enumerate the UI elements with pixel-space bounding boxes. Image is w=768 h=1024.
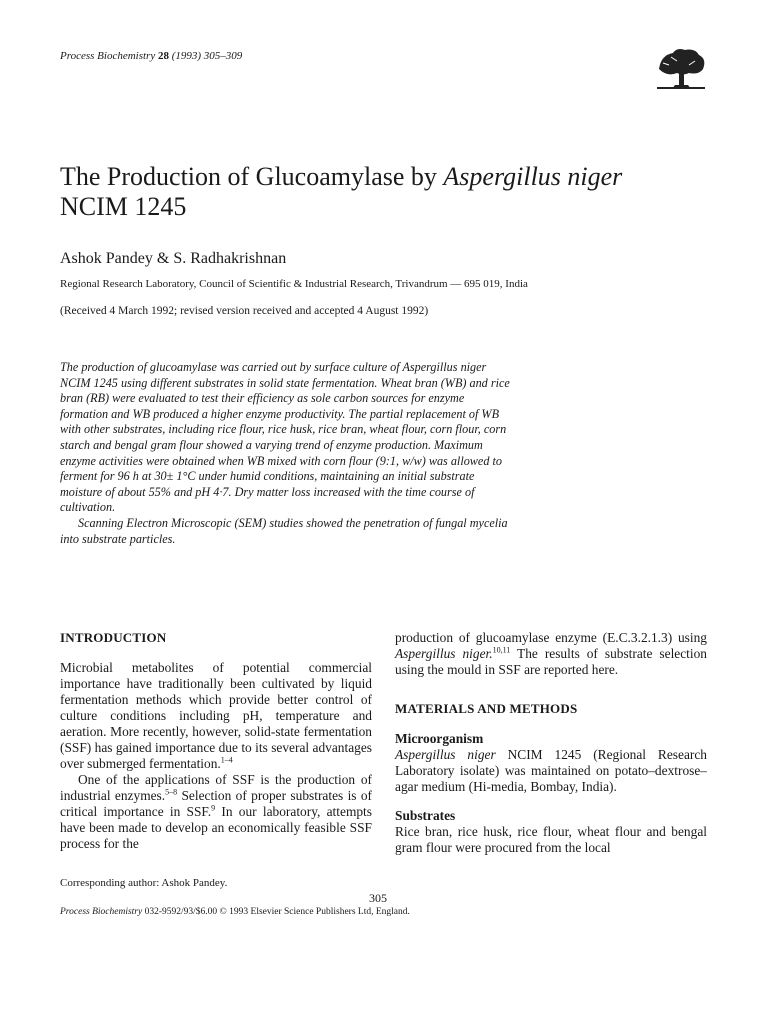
corresponding-author-note: Corresponding author: Ashok Pandey. [60,877,228,889]
abstract-paragraph-1: The production of glucoamylase was carried out by surface culture of Aspergillus niger NCIM 1245 using different substrates in solid state fermentation. Wheat bran (WB) and rice bran (RB) were evaluated to test their efficiency as sole carbon sources for enzyme formation and WB produced a higher enzyme productivity. The partial replacement of WB with other substrates, including rice flour, rice husk, rice bran, wheat flour, corn flour, corn starch and bengal gram flour showed a varying trend of enzyme production. Maximum enzyme activities were obtained when WB mixed with corn flour (9:1, w/w) was allowed to ferment for 96 h at 30± 1°C under humid conditions, maintaining an initial substrate moisture of about 55% and pH 4·7. Dry matter loss increased with the time course of cultivation. [60,360,510,515]
left-column [60,630,372,852]
footer-copyright [60,907,410,917]
right-column [395,630,707,856]
abstract-paragraph-2: Scanning Electron Microscopic (SEM) studies showed the penetration of fungal mycelia into substrate particles. [60,515,508,546]
intro-paragraph-2: One of the applications of SSF is the production of industrial enzymes.$^{5-8}$ Selection of proper substrates is of critical importance in SSF.$^9$ In our laboratory, attempts have been made to develop an economically feasible SSF process for the [60,772,372,851]
microorganism-heading: Microorganism [395,731,484,746]
title-part2: NCIM 1245 [60,192,187,221]
reference-marker: 1–4 [220,755,233,765]
microorganism-text: Aspergillus niger NCIM 1245 (Regional Research Laboratory isolate) was maintained on potato–dextrose–agar medium (Hi-media, Bombay, India). [395,747,708,794]
footer-text: 032-9592/93/$6.00 © 1993 Elsevier Science Publishers Ltd, England. [142,907,410,917]
substrates-heading: Substrates [395,808,456,823]
footer-journal: Process Biochemistry [60,907,143,917]
affiliation: Regional Research Laboratory, Council of Scientific & Industrial Research, Trivandrum — 695 019, India [60,278,528,290]
intro-paragraph-1: Microbial metabolites of potential commercial importance have traditionally been cultivated by liquid fermentation methods which provide better control of culture conditions including pH, temperature and aeration. More recently, however, solid-state fermentation (SSF) has gained importance due to its several advantages over submerged fermentation.$^{1-4}$ [60,660,372,771]
reference-marker: 10,11 [492,645,511,655]
title-species: Aspergillus niger [443,162,623,191]
publisher-tree-logo-icon [655,45,707,90]
abstract [60,360,515,547]
methods-heading: MATERIALS AND METHODS [395,701,578,716]
journal-citation [60,50,242,62]
authors: Ashok Pandey & S. Radhakrishnan [60,250,287,267]
reference-marker: 9 [211,803,216,813]
title-part1: The Production of Glucoamylase by [60,162,444,191]
journal-pages: (1993) 305–309 [168,50,243,62]
received-dates: (Received 4 March 1992; revised version received and accepted 4 August 1992) [60,305,429,317]
substrates-text: Rice bran, rice husk, rice flour, wheat flour and bengal gram flour were procured from the local [395,824,707,855]
journal-name: Process Biochemistry [60,50,156,62]
page-number: 305 [369,891,387,905]
intro-continuation: production of glucoamylase enzyme (E.C.3.2.1.3) using Aspergillus niger.$^{10,11}$ The results of substrate selection using the mould in SSF are reported here. [395,630,708,677]
reference-marker: 5–8 [165,787,178,797]
article-title [60,162,720,222]
introduction-heading: INTRODUCTION [60,630,167,645]
journal-volume: 28 [157,50,169,62]
